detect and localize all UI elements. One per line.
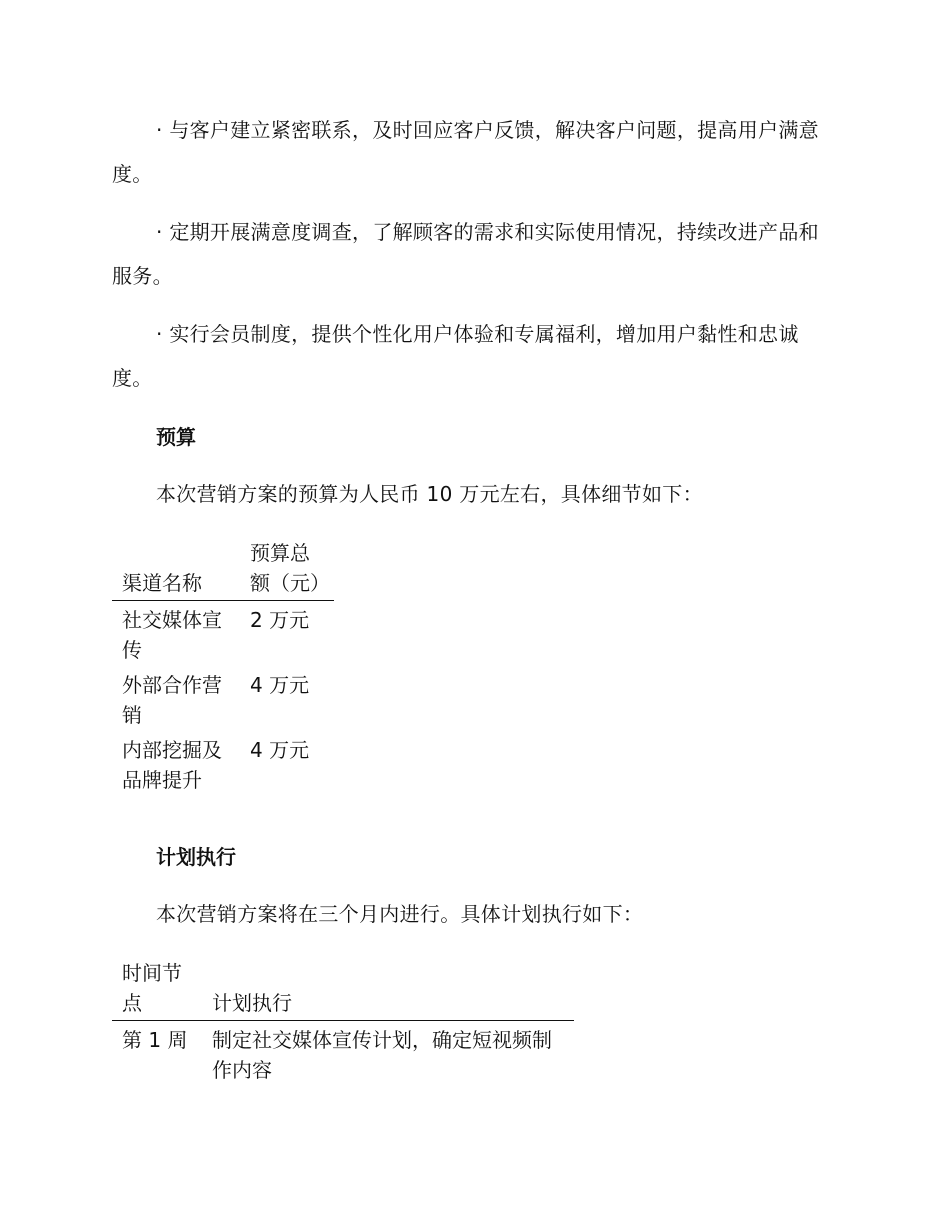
table-cell: 4 万元 bbox=[250, 738, 310, 762]
table-row bbox=[112, 735, 334, 800]
table-cell: 外部合作营销 bbox=[122, 673, 222, 727]
table-header-amount: 预算总额（元） bbox=[250, 541, 330, 595]
table-cell: 制定社交媒体宣传计划，确定短视频制作内容 bbox=[212, 1028, 552, 1082]
table-row bbox=[112, 601, 334, 671]
table-header-time: 时间节点 bbox=[122, 961, 182, 1015]
table-cell: 社交媒体宣传 bbox=[122, 608, 222, 662]
table-header-row bbox=[112, 958, 574, 1021]
table-cell: 4 万元 bbox=[250, 673, 310, 697]
table-row bbox=[112, 1021, 574, 1086]
table-row bbox=[112, 670, 334, 735]
paragraph-membership: · 实行会员制度，提供个性化用户体验和专属福利，增加用户黏性和忠诚度。 bbox=[112, 322, 799, 390]
table-header-row bbox=[112, 538, 334, 601]
table-cell: 内部挖掘及品牌提升 bbox=[122, 738, 222, 792]
budget-heading: 预算 bbox=[156, 425, 196, 449]
paragraph-satisfaction-survey: · 定期开展满意度调查，了解顾客的需求和实际使用情况，持续改进产品和服务。 bbox=[112, 220, 819, 288]
table-cell: 第 1 周 bbox=[122, 1028, 188, 1052]
table-cell: 2 万元 bbox=[250, 608, 310, 632]
table-header-plan: 计划执行 bbox=[212, 991, 292, 1015]
table-header-channel: 渠道名称 bbox=[122, 571, 202, 595]
plan-intro: 本次营销方案将在三个月内进行。具体计划执行如下： bbox=[156, 902, 644, 926]
budget-table bbox=[112, 538, 334, 800]
plan-heading: 计划执行 bbox=[156, 845, 236, 869]
paragraph-customer-contact: · 与客户建立紧密联系，及时回应客户反馈，解决客户问题，提高用户满意度。 bbox=[112, 118, 819, 186]
budget-intro: 本次营销方案的预算为人民币 10 万元左右，具体细节如下： bbox=[156, 482, 703, 506]
plan-table bbox=[112, 958, 574, 1085]
